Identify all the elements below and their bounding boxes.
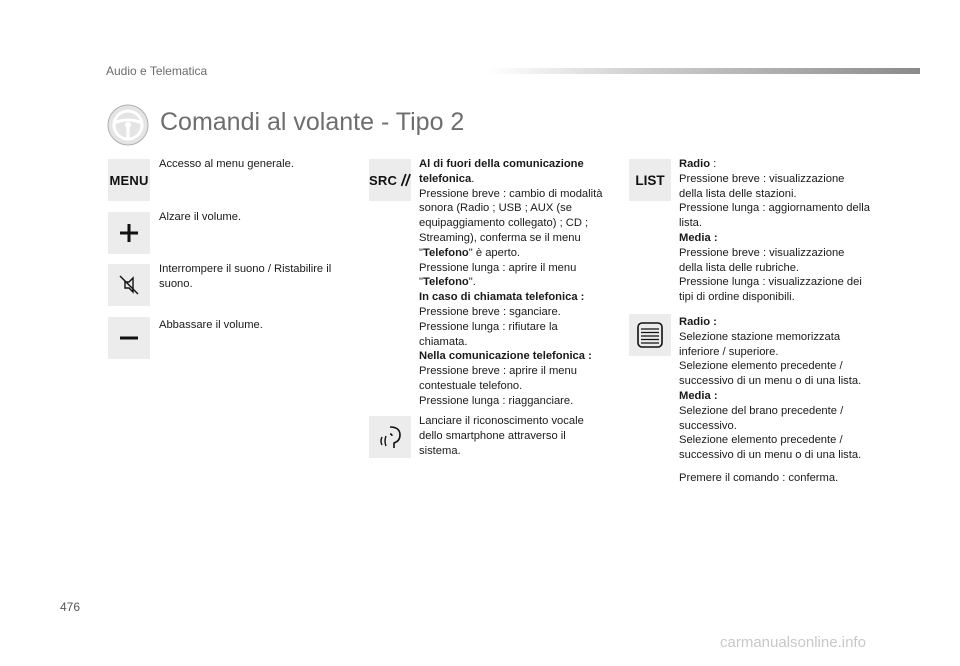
list-icon-label: LIST bbox=[635, 172, 665, 188]
src-description: Al di fuori della comunicazione telefonica. Pressione breve : cambio di modalità sonora (Radio ; USB ; AUX (se equipaggiamento collegato) ; CD ; Streaming), conferma se il menu "Telefono" è aperto. Pressione lunga : aprire il menu "Telefono". In caso di chiamata telefonica : Pressione breve : sganciare. Pressione lunga : rifiutare la chiamata. Nella comunicazione telefonica : Pressione breve : aprire il menu contestuale telefono. Pressione lunga : riagganciare. bbox=[419, 157, 609, 409]
wheel-heading-radio: Radio : bbox=[679, 316, 717, 328]
wheel-media-track: Selezione del brano precedente / successivo. bbox=[679, 404, 844, 432]
menu-button-icon bbox=[108, 159, 150, 201]
src-long-press: Pressione lunga : aprire il menu " bbox=[419, 261, 577, 289]
list-heading-radio: Radio bbox=[679, 158, 711, 170]
list-button-icon bbox=[629, 159, 671, 201]
src-icon-label: SRC bbox=[369, 172, 398, 188]
src-incall-long: Pressione lunga : riagganciare. bbox=[419, 394, 574, 407]
list-description bbox=[679, 157, 871, 305]
src-short-press-end: " è aperto. bbox=[468, 246, 521, 259]
src-heading-3: Nella comunicazione telefonica : bbox=[419, 350, 592, 363]
page-title: Comandi al volante - Tipo 2 bbox=[160, 108, 465, 136]
thumbwheel-description bbox=[679, 315, 874, 486]
list-heading-media: Media : bbox=[679, 231, 718, 244]
voice-command-icon bbox=[369, 416, 411, 458]
src-incall-short: Pressione breve : aprire il menu contestuale telefono. bbox=[419, 365, 577, 392]
list-heading-radio-suffix: : bbox=[710, 158, 717, 170]
src-long-press-end: ". bbox=[468, 276, 476, 289]
menu-description: Accesso al menu generale. bbox=[159, 158, 294, 170]
list-radio-short: Pressione breve : visualizzazione della lista delle stazioni. bbox=[679, 172, 845, 200]
mute-icon bbox=[108, 264, 150, 306]
src-button-icon bbox=[369, 159, 411, 201]
src-short-press: Pressione breve : cambio di modalità sonora (Radio ; USB ; AUX (se equipaggiamento collegato) ; CD ; Streaming), conferma se il menu " bbox=[419, 187, 603, 259]
volume-up-description: Alzare il volume. bbox=[159, 211, 242, 223]
page-number: 476 bbox=[60, 600, 81, 614]
wheel-radio-menu: Selezione elemento precedente / successivo di un menu o di una lista. bbox=[679, 360, 862, 388]
watermark: carmanualsonline.info bbox=[720, 634, 866, 651]
src-call-short: Pressione breve : sganciare. bbox=[419, 305, 561, 318]
src-heading-1: Al di fuori della comunicazione telefonica bbox=[419, 158, 584, 185]
minus-icon bbox=[108, 317, 150, 359]
src-call-long: Pressione lunga : rifiutare la chiamata. bbox=[419, 320, 558, 348]
wheel-radio-preset: Selezione stazione memorizzata inferiore / superiore. bbox=[679, 330, 841, 358]
plus-icon bbox=[108, 212, 150, 254]
voice-description: Lanciare il riconoscimento vocale dello smartphone attraverso il sistema. bbox=[419, 415, 584, 457]
telefono-label-2: Telefono bbox=[422, 276, 469, 289]
list-media-long: Pressione lunga : visualizzazione dei tipi di ordine disponibili. bbox=[679, 276, 862, 304]
wheel-press-confirm: Premere il comando : conferma. bbox=[679, 471, 839, 484]
header-gradient-bar bbox=[488, 68, 920, 74]
src-heading-2: In caso di chiamata telefonica : bbox=[419, 291, 585, 304]
section-header: Audio e Telematica bbox=[106, 64, 208, 78]
list-radio-long: Pressione lunga : aggiornamento della lista. bbox=[679, 202, 870, 230]
mute-description: Interrompere il suono / Ristabilire il suono. bbox=[159, 263, 332, 290]
telefono-label-1: Telefono bbox=[422, 246, 469, 259]
menu-icon-label: MENU bbox=[109, 172, 149, 188]
steering-wheel-icon bbox=[106, 103, 150, 147]
wheel-heading-media: Media : bbox=[679, 389, 718, 402]
thumbwheel-icon bbox=[629, 314, 671, 356]
volume-down-description: Abbassare il volume. bbox=[159, 319, 263, 331]
list-media-short: Pressione breve : visualizzazione della lista delle rubriche. bbox=[679, 246, 845, 274]
wheel-media-menu: Selezione elemento precedente / successivo di un menu o di una lista. bbox=[679, 434, 862, 462]
